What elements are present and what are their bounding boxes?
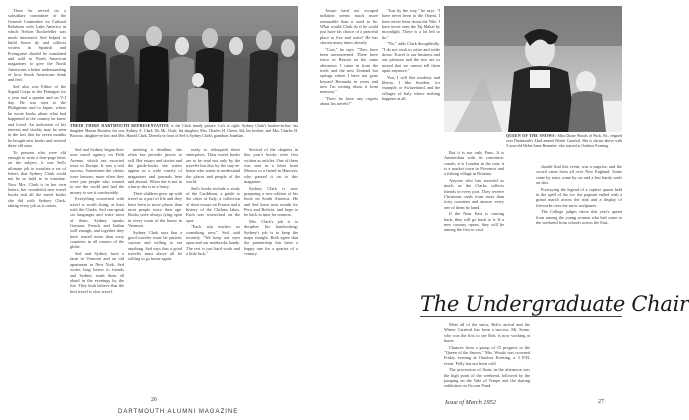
article-paragraph: "Just by the way," he says. "I have never been to the Orient. I have never been down the Nile. I have never seen the Taj Mahal by moonlight. There is a lot left to do." <box>382 8 440 40</box>
right-column-1 <box>320 8 378 393</box>
clark-family-photo <box>70 6 298 122</box>
article-paragraph: You, I will like modesty and liberty. I like Sweden, for example, or Switzerland, and the villages of Italy where nothing happens at all. <box>382 74 440 102</box>
right-column-3 <box>444 150 504 286</box>
left-column-5 <box>244 147 298 393</box>
left-page-number: 26 <box>151 397 157 403</box>
right-column-5 <box>536 164 622 394</box>
left-column-3 <box>128 147 182 393</box>
article-paragraph: Sydney Clark says that a good traveler must be patient, curious and willing to eat anything. Sed says that a good traveler must above all be willing to go home again. <box>128 229 182 262</box>
queen-caption-lead: QUEEN OF THE SNOWS: <box>506 134 557 138</box>
article-paragraph: Sed's books include a study of the Caribbean, a guide to the cities of Italy, a collection of short essays on France and a history of the Chilean lakes. Each was researched on the spot. <box>186 185 240 223</box>
article-paragraph: Mrs. Clark's job is to decipher his handwriting; Sydney's job is to keep the maps straight. Both agree that the partnership has been a happy one for a quarter of a century. <box>244 219 298 257</box>
right-column-4 <box>444 322 530 394</box>
caption-lead: THEIR THIRD DARTMOUTH REPRESENTATIVE <box>70 124 170 128</box>
article-paragraph: should find this event, was a surprise, and the crowd came from all over New England. Some came by train, some by car and a few hardy souls on skis. <box>536 164 622 186</box>
left-column-2 <box>70 147 124 393</box>
clark-family-photo-caption <box>70 124 298 144</box>
right-column-2 <box>382 8 440 393</box>
article-paragraph: Several of the chapters in this year's books were first written as articles. One of them was sent as a letter from Mexico to a friend in Hanover, who passed it on to this magazine. <box>244 147 298 185</box>
magazine-title: DARTMOUTH ALUMNI MAGAZINE <box>118 409 239 415</box>
article-paragraph: "Cost," he says. "They have been unconcerned. There have twice in Hawaii on the same afternoon. I came in from the trails and the new Zealand hot springs where I have not gone beyond Bermuda in years and now I'm writing about it from memory." <box>320 46 378 95</box>
article-paragraph: But it is not only Paris. It is Amsterdam with its concentric canals; it is London in the rain; it is a market town in Provence and a fishing village in Brittany. <box>444 150 504 177</box>
left-column-4 <box>186 147 240 393</box>
article-paragraph: Their children grew up with travel as a part of life and they have been to more places than most people twice their age. Books were always lying open in every room of the house in Vermont. <box>128 191 182 229</box>
queen-photo-caption <box>506 134 622 160</box>
article-paragraph: To persons who were old enough to write a four-page letter on the subject, it was Sed's ultimate job to translate a set of letters that Sydney Clark could not be so bold as to translate. Now Mrs. Clark is in her own letters, her wonderful new travel books and all the travel books she did with Sydney Clark, taking every job as it comes. <box>8 149 66 208</box>
article-paragraph: Arturo hard not escaped inflation seems much more reasonable than it used to be. What would Clark do if he could just have his choice of a peaceful place to live and write? He has chosen many times already. <box>320 8 378 46</box>
article-paragraph: Sydney Clark is now preparing a new edition of his book on South America. He and Sed leave next month for Peru and Bolivia, and hope to be back in time for reunion. <box>244 185 298 218</box>
article-paragraph: "No," adds Clark thoughtfully. "I do not wish to retire and settle down. Travel is our business and our pleasure and the two are so mixed that we cannot tell them apart anymore." <box>382 41 440 74</box>
article-paragraph: Chances from a group of 15 progress to the "Queen of the Snows." Mrs. Woods was crowned Friday evening at Outdoor Evening, a 3 P.M. event. Polly has not been cold. <box>444 344 530 366</box>
article-paragraph: Everything concerned with travel is worth doing, at least with the Clarks. Sed can speak six languages and write most of them. Sydney speaks German, French and Italian well enough, and together they have toured more than sixty countries in all corners of the globe. <box>70 196 124 250</box>
section-headline: The Undergraduate Chair <box>420 292 689 316</box>
left-column-1 <box>8 8 66 393</box>
queen-caption-text: Miss Diane Woods of Puck, Pa., reigned over Dartmouth's 42nd annual Winter Carnival. She is shown above with 3-year-old Helen Anne Bennette, who starred at Outdoor Evening. <box>506 134 622 148</box>
article-paragraph: If the Near East is coming back, they will go back to it. If a new country opens, they will be among the first to visit. <box>444 211 504 233</box>
article-paragraph: Sed and Sydney began their own travel agency on Fifth Avenue, which ran escorted tours to Europe. It was a real success. Sometimes the clients were famous; more often they were just people who wanted to see the world and had the money to see it comfortably. <box>70 147 124 195</box>
article-paragraph: The College judges chose this year's queen from among the young women who had come to the weekend from schools across the East. <box>536 209 622 226</box>
queen-of-the-snows-photo <box>444 6 622 132</box>
article-paragraph: There he served on a subsidiary committee of the General Committee on Cultural Relations with Latin America in which Nelson Rockefeller was much interested. Sed helped to build Sonor dy and collects writers in Spanish and Portuguese should be translated and sold in North American magazines to give the North Americans a better understanding of how South Americans think and feel. <box>8 8 66 83</box>
article-paragraph: ready to relinquish these enterprises. Their travel books are to be read not only by the traveler but also by the stay-at-home who wants to understand the places and people of the world. <box>186 147 240 185</box>
article-paragraph: "Each trip teaches us something new," Sed said recently. "We keep our eyes open and our notebooks handy. The rest is just hard work and a little luck." <box>186 224 240 257</box>
article-paragraph: Anyone who has traveled as much as the Clarks collects friends in every port. They receive Christmas cards from more than forty countries and answer every one of them by hand. <box>444 178 504 210</box>
caption-text: is the Clark family picture. Left to right: Sydney Clark's brother-in-law; his daughter Marian Boswitz; his son; Sydney A. Clark '46; Mr. Clark; his daughter, Mrs. Charles H. Green; Sid, his brother, and Mrs. Charles H. Boswitz, daughter-in-law; and Mrs. Harold Clark. Directly in front of Sed is Sydney Clark's grandson Jonathan. <box>70 124 298 138</box>
article-paragraph: Sed and Sydney have a farm in Vermont and an old apartment in New York. Sed writes long letters to friends and Sydney reads them all aloud in the evenings by the fire. They both believe that the best travel is slow travel. <box>70 251 124 294</box>
right-page-number: 27 <box>598 399 604 405</box>
article-paragraph: Portraying the legend of a captive queen held in the spell of the ice, the pageant ended with a grand march across the rink and a display of fireworks over the snow sculptures. <box>536 186 622 208</box>
article-paragraph: Sed also was Editor of the Signal Corps in the Pentagon for a year and a quarter and on V-J day. He was sent to the Philippines and to Japan, where he wrote books about what had happened to the country he knew and loved. An indication of his interest and vitality may be seen in the fact that for seven months he bought new books and revised three old ones. <box>8 84 66 148</box>
article-paragraph: The procession of floats in the afternoon was the high point of the weekend, followed by the jumping on the Vale of Tempe and the skating exhibition on Occom Pond. <box>444 367 530 389</box>
issue-date: Issue of March 1952 <box>445 399 496 406</box>
article-paragraph: meeting a deadline, she often has periodic pieces to sell. Her essays and stories and the guide-books she writes appear in a wide variety of magazines and journals here and abroad. When she is not in a hurry she is in a hurry. <box>128 147 182 190</box>
page-gutter <box>312 0 315 420</box>
article-paragraph: Meet all of the snow, Bob's arrival and the Winter Carnival has been a success. Mr. Stone, who was the first to see Bob, is now working at home. <box>444 322 530 344</box>
article-paragraph: "Does he have any regrets about his travels?" <box>320 96 378 107</box>
